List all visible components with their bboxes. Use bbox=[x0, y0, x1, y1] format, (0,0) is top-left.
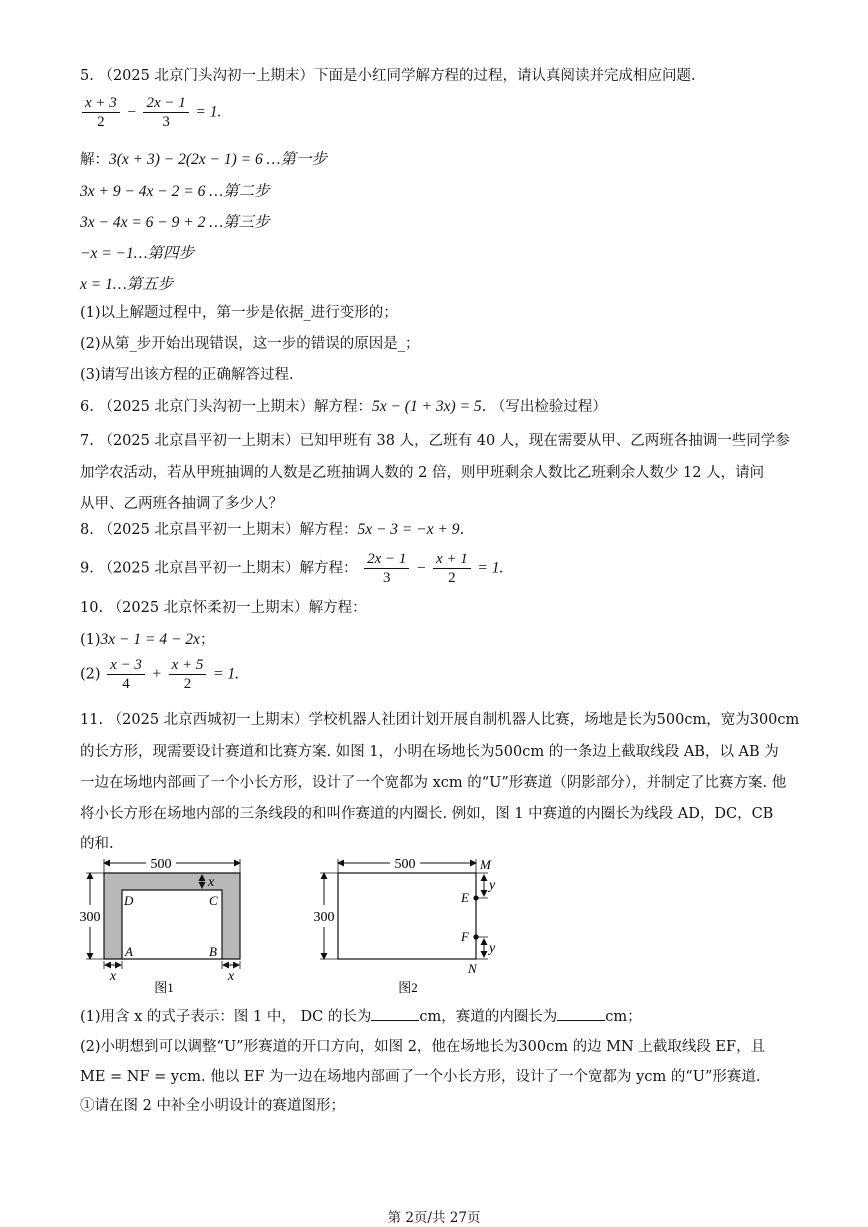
q7-line3: 从甲、乙两班各抽调了多少人？ bbox=[80, 496, 283, 512]
q11-sub2-line1: (2)小明想到可以调整“U”形赛道的开口方向，如图 2，他在场地长为300cm 的边 MN 上截取线段 EF，且 bbox=[80, 1039, 766, 1055]
page-footer: 第 2页/共 27页 bbox=[387, 1210, 481, 1226]
fig1-point-C: C bbox=[209, 893, 218, 908]
q11-line1: 11. （2025 北京西城初一上期末）学校机器人社团计划开展自制机器人比赛，场地是长为500cm，宽为300cm bbox=[80, 712, 800, 728]
q11-sub2-line2: ME = NF = ycm. 他以 EF 为一边在场地内部画了一个小长方形，设计了一个宽都为 ycm 的“U”形赛道. bbox=[80, 1069, 761, 1085]
q11-sub1: (1)用含 x 的式子表示：图 1 中， DC 的长为 cm，赛道的内圈长为 cm； bbox=[80, 1006, 642, 1027]
fig1-caption: 图1 bbox=[154, 980, 174, 995]
fig2-field bbox=[338, 873, 476, 959]
q5-sub2: (2)从第_步开始出现错误，这一步的错误的原因是_； bbox=[80, 336, 420, 352]
q5-frac2: $\frac{2x - 1}{3}$ bbox=[143, 94, 188, 131]
fig2-point-E: E bbox=[461, 890, 469, 905]
q5-step3: 3x − 4x = 6 − 9 + 2 …第三步 bbox=[80, 214, 270, 231]
fig2-length-label: 500 bbox=[394, 857, 416, 872]
q8: 8. （2025 北京昌平初一上期末）解方程：5x − 3 = −x + 9. bbox=[80, 521, 465, 538]
q10-frac1: $\frac{x - 3}{4}$ bbox=[107, 656, 145, 693]
q5-sub1: (1)以上解题过程中，第一步是依据_进行变形的； bbox=[80, 305, 398, 321]
figure-1 bbox=[78, 855, 254, 1000]
fig2-y-bottom: y bbox=[489, 941, 496, 956]
fig1-x-left: x bbox=[109, 969, 117, 984]
q7-line2: 加学农活动，若从甲班抽调的人数是乙班抽调人数的 2 倍，则甲班剩余人数比乙班剩余人数少 12 人，请问 bbox=[80, 465, 765, 481]
fig1-point-B: B bbox=[209, 944, 217, 959]
fig2-point-N: N bbox=[468, 961, 477, 976]
q5-sub3: (3)请写出该方程的正确解答过程. bbox=[80, 367, 294, 383]
fig2-width-label: 300 bbox=[313, 910, 335, 925]
q10-stem: 10. （2025 北京怀柔初一上期末）解方程： bbox=[80, 600, 367, 616]
q11-blank-1 bbox=[371, 1006, 419, 1021]
q9: 9. （2025 北京昌平初一上期末）解方程： $\frac{2x - 1}{3}$ − $\frac{x + 1}{2}$ = 1. bbox=[80, 551, 504, 586]
q9-frac2: $\frac{x + 1}{2}$ bbox=[433, 550, 471, 587]
q11-line3: 一边在场地内部画了一个小长方形，设计了一个宽都为 xcm 的“U”形赛道（阴影部分），并制定了比赛方案. 他 bbox=[80, 775, 787, 791]
fig1-x-right: x bbox=[227, 969, 235, 984]
q11-line4: 将小长方形在场地内部的三条线段的和叫作赛道的内圈长. 例如，图 1 中赛道的内圈长为线段 AD，DC，CB bbox=[80, 806, 774, 822]
q6: 6. （2025 北京门头沟初一上期末）解方程：5x − (1 + 3x) = 5. （写出检验过程） bbox=[80, 398, 607, 415]
q10-part2: (2) $\frac{x - 3}{4}$ + $\frac{x + 5}{2}$ = 1. bbox=[80, 657, 239, 692]
fig1-x-top: x bbox=[208, 875, 215, 890]
fig1-width-label: 300 bbox=[79, 910, 101, 925]
q11-blank-2 bbox=[557, 1006, 605, 1021]
q5-step4: −x = −1…第四步 bbox=[80, 245, 195, 262]
q5-frac1: $\frac{x + 3}{2}$ bbox=[82, 94, 120, 131]
figure-2 bbox=[312, 855, 508, 1000]
q11-sub2-q1: ①请在图 2 中补全小明设计的赛道图形； bbox=[80, 1098, 345, 1114]
q5-equation: $\frac{x + 3}{2}$ − $\frac{2x - 1}{3}$ = 1. bbox=[80, 94, 221, 131]
fig2-point-F: F bbox=[461, 929, 469, 944]
q5-step2: 3x + 9 − 4x − 2 = 6 …第二步 bbox=[80, 183, 270, 200]
fig2-caption: 图2 bbox=[398, 980, 418, 995]
q11-line2: 的长方形，现需要设计赛道和比赛方案. 如图 1，小明在场地长为500cm 的一条边上截取线段 AB，以 AB 为 bbox=[80, 744, 779, 760]
fig2-y-top: y bbox=[489, 878, 496, 893]
q10-frac2: $\frac{x + 5}{2}$ bbox=[169, 656, 207, 693]
q9-frac1: $\frac{2x - 1}{3}$ bbox=[364, 550, 409, 587]
fig1-point-A: A bbox=[125, 944, 133, 959]
q7-line1: 7. （2025 北京昌平初一上期末）已知甲班有 38 人，乙班有 40 人，现在需要从甲、乙两班各抽调一些同学参 bbox=[80, 433, 790, 449]
q11-line5: 的和. bbox=[80, 836, 114, 852]
fig1-length-label: 500 bbox=[150, 857, 172, 872]
fig2-point-M: M bbox=[480, 857, 491, 872]
q5-step5: x = 1…第五步 bbox=[80, 276, 174, 293]
q10-part1: (1)3x − 1 = 4 − 2x； bbox=[80, 631, 215, 648]
fig1-point-D: D bbox=[124, 893, 134, 908]
q5-stem: 5. （2025 北京门头沟初一上期末）下面是小红同学解方程的过程，请认真阅读并完成相应问题. bbox=[80, 68, 696, 84]
q5-step1: 解：3(x + 3) − 2(2x − 1) = 6 …第一步 bbox=[80, 151, 327, 168]
